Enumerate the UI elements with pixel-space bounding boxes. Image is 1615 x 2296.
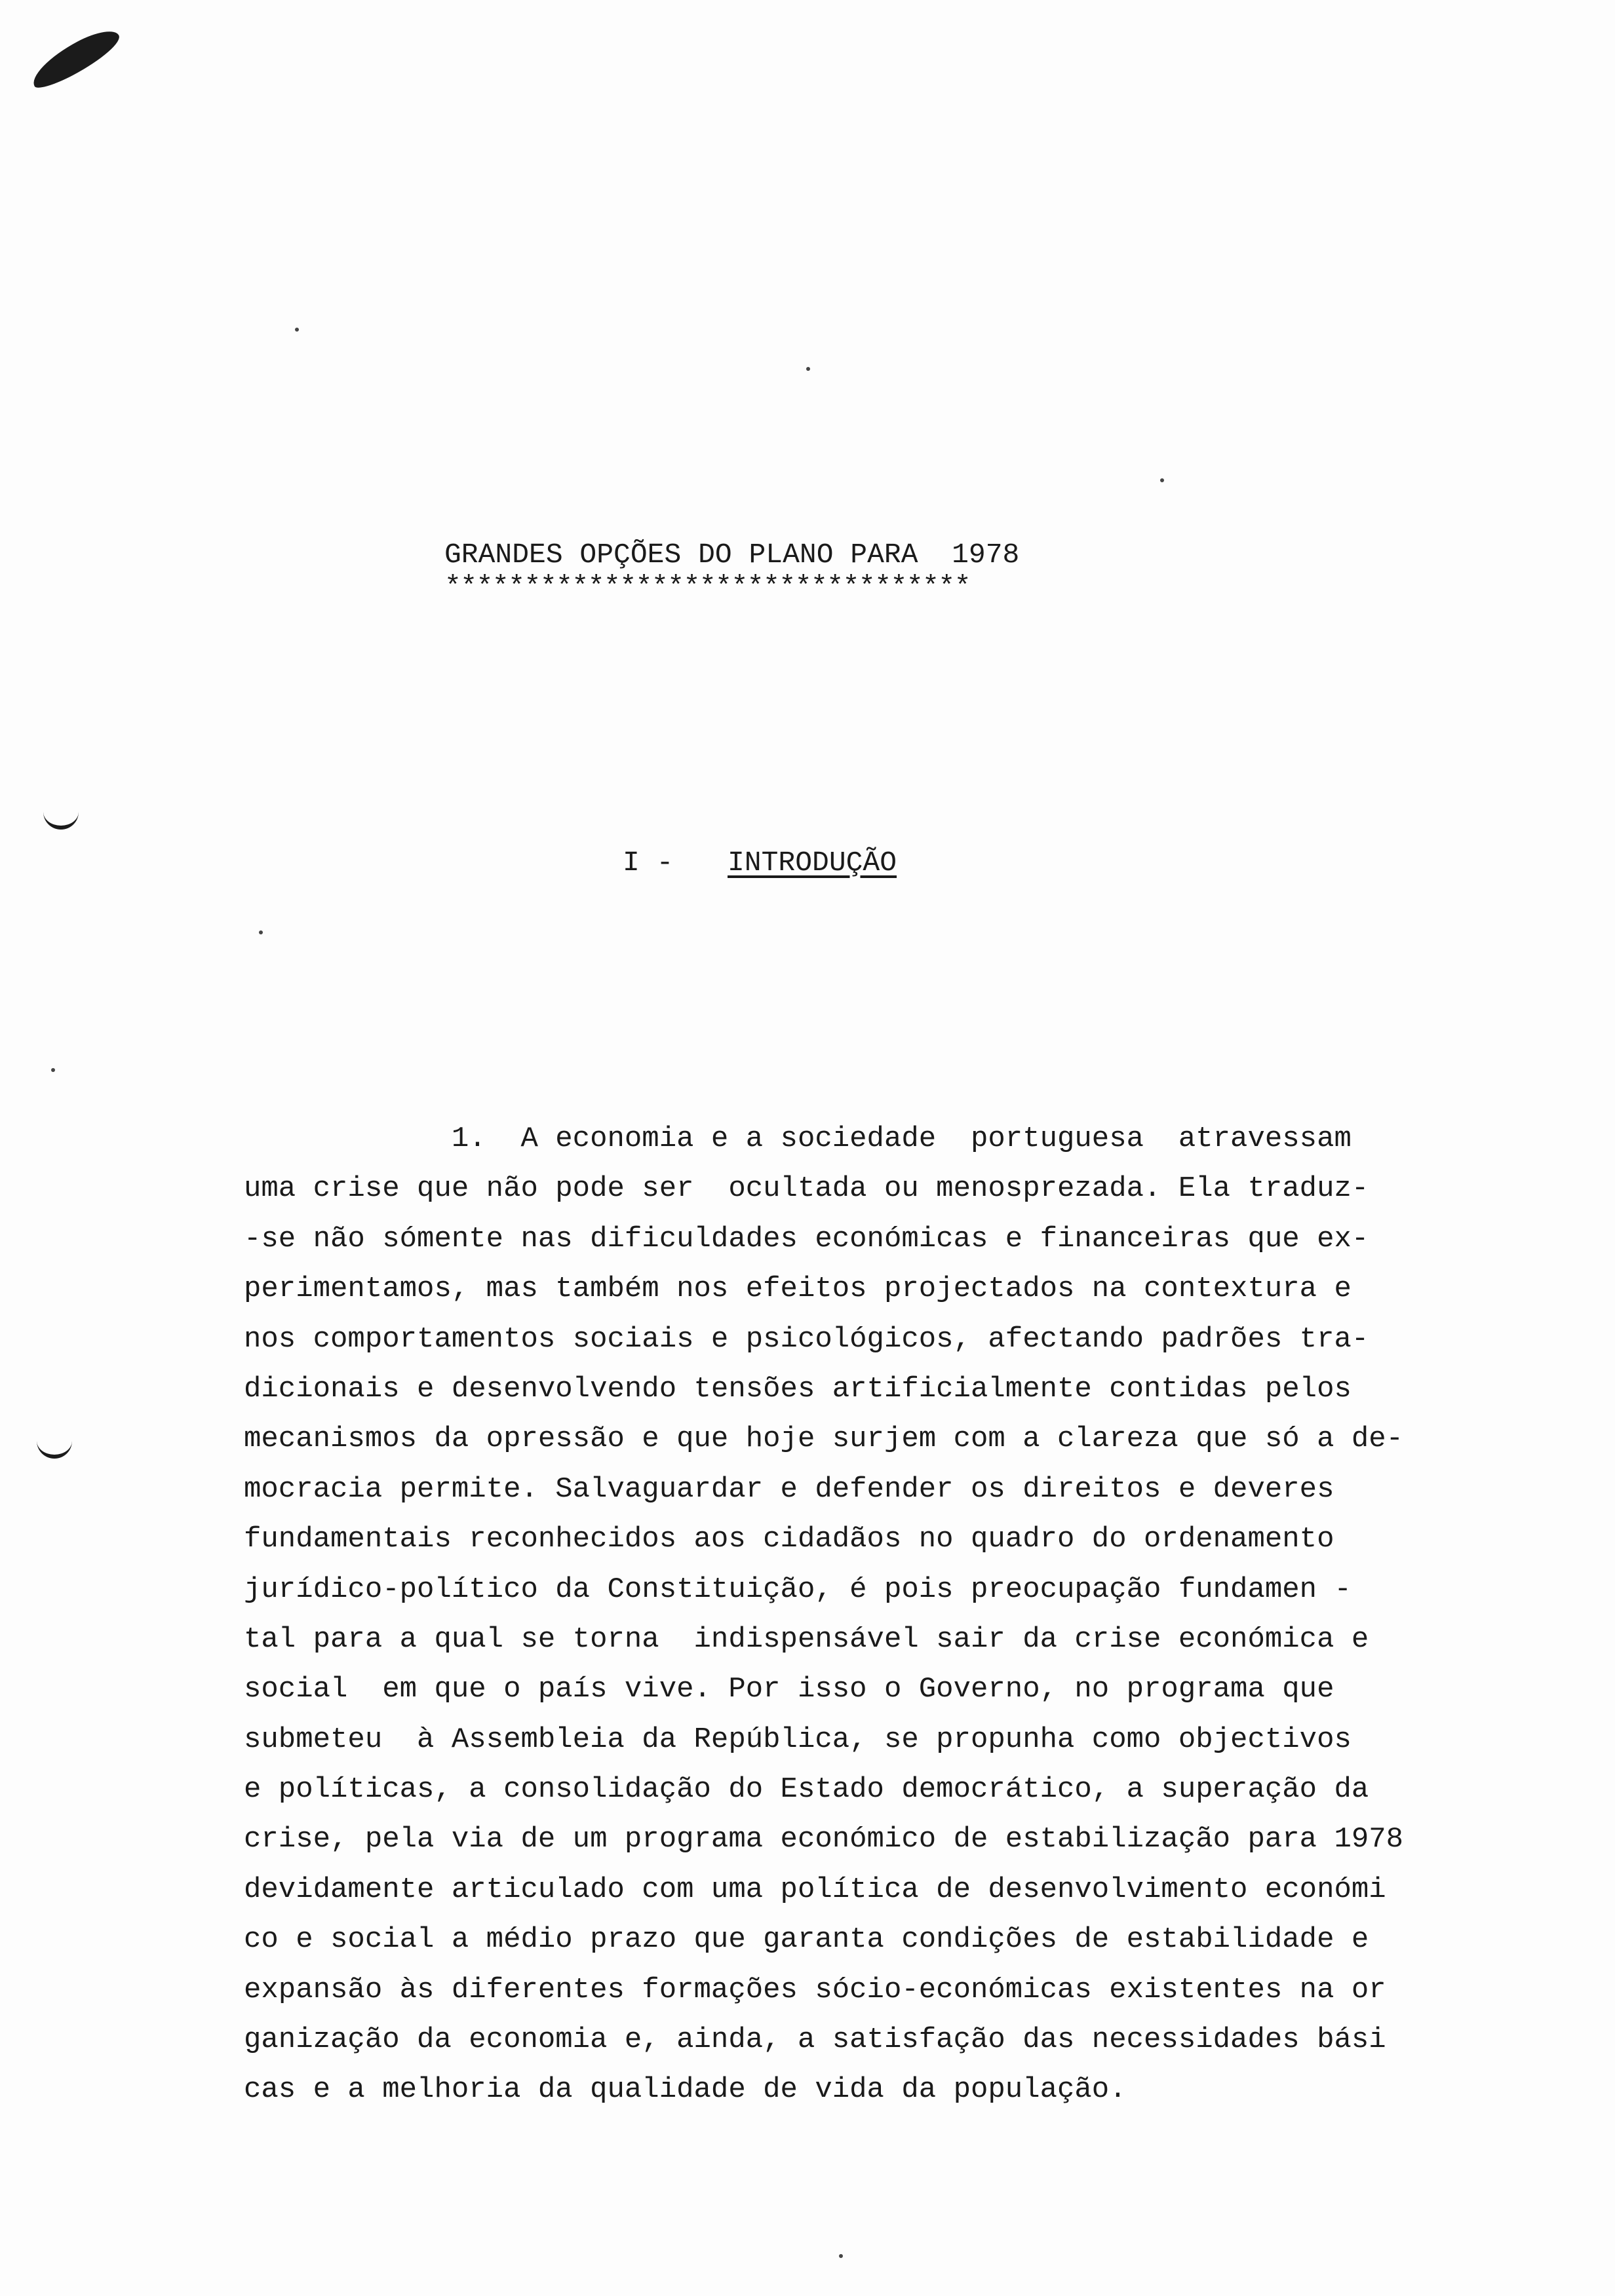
paragraph-line: nos comportamentos sociais e psicológicos, afectando padrões tra- xyxy=(244,1322,1369,1356)
paragraph-line: jurídico-político da Constituição, é pois preocupação fundamen - xyxy=(244,1573,1352,1606)
section-title: INTRODUÇÃO xyxy=(728,847,897,879)
paragraph-line: dicionais e desenvolvendo tensões artificialmente contidas pelos xyxy=(244,1372,1352,1406)
hole-punch-mark-bottom xyxy=(37,1435,72,1459)
speck xyxy=(1160,478,1164,482)
paragraph-line: fundamentais reconhecidos aos cidadãos no quadro do ordenamento xyxy=(244,1523,1334,1556)
paragraph-line: cas e a melhoria da qualidade de vida da população. xyxy=(244,2073,1127,2107)
paragraph-line: submeteu à Assembleia da República, se propunha como objectivos xyxy=(244,1723,1352,1756)
speck xyxy=(295,328,299,332)
section-heading xyxy=(623,845,897,881)
title-asterisk-rule: ********************************* xyxy=(444,571,971,603)
paragraph-line: social em que o país vive. Por isso o Governo, no programa que xyxy=(244,1673,1334,1706)
paragraph-line: e políticas, a consolidação do Estado democrático, a superação da xyxy=(244,1773,1369,1807)
speck xyxy=(839,2254,843,2258)
speck xyxy=(259,930,263,934)
paragraph-line: uma crise que não pode ser ocultada ou menosprezada. Ela traduz- xyxy=(244,1172,1369,1206)
paragraph-line: ganização da economia e, ainda, a satisfação das necessidades bási xyxy=(244,2023,1386,2057)
speck xyxy=(806,367,810,371)
paragraph-1 xyxy=(244,1114,1594,2115)
paragraph-line: -se não sómente nas dificuldades económicas e financeiras que ex- xyxy=(244,1222,1369,1255)
document-title: GRANDES OPÇÕES DO PLANO PARA 1978 xyxy=(444,539,1020,571)
paragraph-line: devidamente articulado com uma política de desenvolvimento económi xyxy=(244,1873,1386,1906)
paragraph-line: 1. A economia e a sociedade portuguesa atravessam xyxy=(244,1122,1352,1155)
paragraph-line: perimentamos, mas também nos efeitos projectados na contextura e xyxy=(244,1272,1352,1306)
paragraph-line: co e social a médio prazo que garanta condições de estabilidade e xyxy=(244,1923,1369,1957)
ink-blot-mark xyxy=(26,23,125,94)
paragraph-line: crise, pela via de um programa económico de estabilização para 1978 xyxy=(244,1823,1404,1856)
paragraph-line: tal para a qual se torna indispensável sair da crise económica e xyxy=(244,1622,1369,1656)
hole-punch-mark-top xyxy=(43,806,79,830)
section-number: I - xyxy=(623,847,674,879)
paragraph-line: expansão às diferentes formações sócio-económicas existentes na or xyxy=(244,1973,1386,2006)
speck xyxy=(51,1068,55,1072)
paragraph-line: mecanismos da opressão e que hoje surjem com a clareza que só a de- xyxy=(244,1423,1404,1456)
paragraph-line: mocracia permite. Salvaguardar e defender os direitos e deveres xyxy=(244,1472,1334,1506)
